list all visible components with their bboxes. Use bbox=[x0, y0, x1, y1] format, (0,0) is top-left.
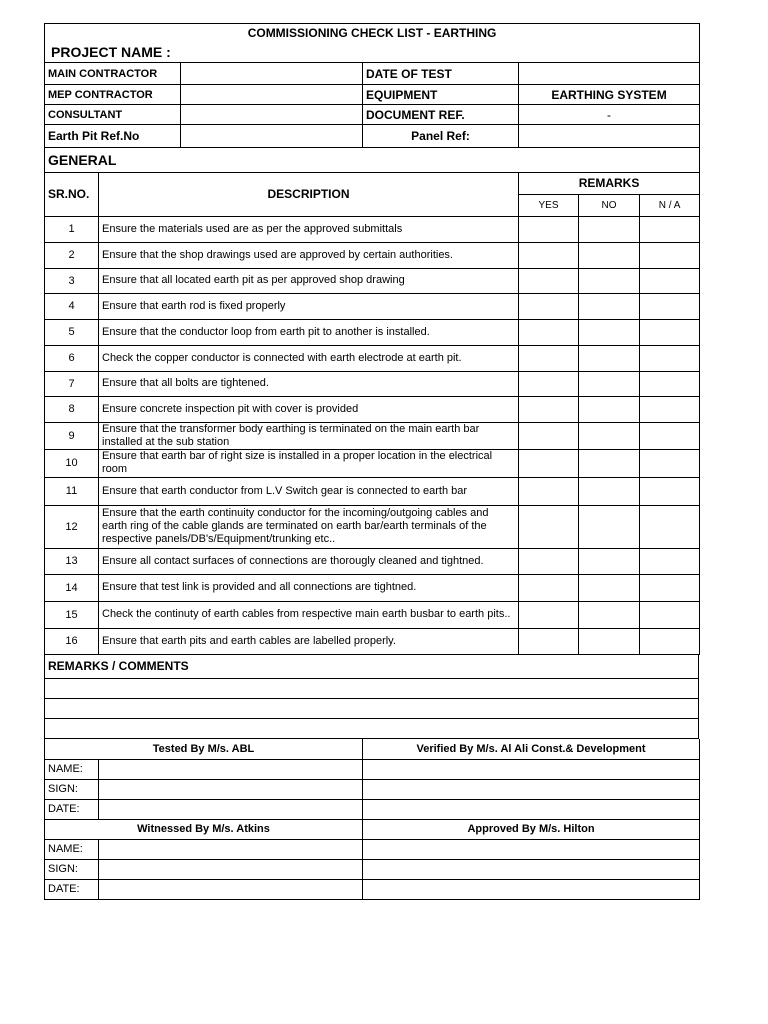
checklist-row bbox=[45, 242, 700, 268]
na-cell[interactable] bbox=[640, 574, 700, 601]
sign-label: SIGN: bbox=[45, 779, 99, 799]
yes-cell[interactable] bbox=[519, 548, 579, 574]
tested-date-field[interactable] bbox=[99, 799, 363, 819]
remarks-table bbox=[44, 655, 699, 740]
item-description: Ensure that earth rod is fixed properly bbox=[99, 293, 519, 319]
item-number: 7 bbox=[45, 371, 99, 396]
item-description: Ensure that all bolts are tightened. bbox=[99, 371, 519, 396]
witnessed-by-header: Witnessed By M/s. Atkins bbox=[45, 819, 363, 839]
no-cell[interactable] bbox=[579, 319, 640, 345]
yes-cell[interactable] bbox=[519, 628, 579, 654]
na-cell[interactable] bbox=[640, 505, 700, 548]
col-description-header: DESCRIPTION bbox=[99, 172, 519, 216]
yes-cell[interactable] bbox=[519, 477, 579, 505]
yes-cell[interactable] bbox=[519, 505, 579, 548]
no-cell[interactable] bbox=[579, 601, 640, 628]
no-cell[interactable] bbox=[579, 293, 640, 319]
date-of-test-field[interactable] bbox=[519, 63, 700, 85]
yes-cell[interactable] bbox=[519, 242, 579, 268]
na-cell[interactable] bbox=[640, 422, 700, 449]
item-description: Ensure that earth bar of right size is installed in a proper location in the electrical room bbox=[99, 449, 519, 477]
yes-cell[interactable] bbox=[519, 574, 579, 601]
remarks-section-title: REMARKS / COMMENTS bbox=[45, 655, 699, 679]
na-cell[interactable] bbox=[640, 216, 700, 242]
no-cell[interactable] bbox=[579, 268, 640, 293]
verified-name-field[interactable] bbox=[363, 759, 700, 779]
tested-by-header: Tested By M/s. ABL bbox=[45, 739, 363, 759]
item-description: Ensure concrete inspection pit with cover is provided bbox=[99, 396, 519, 422]
main-contractor-label: MAIN CONTRACTOR bbox=[45, 63, 181, 85]
na-cell[interactable] bbox=[640, 345, 700, 371]
checklist-sheet bbox=[44, 23, 699, 900]
item-description: Ensure that the shop drawings used are approved by certain authorities. bbox=[99, 242, 519, 268]
checklist-row bbox=[45, 268, 700, 293]
item-number: 13 bbox=[45, 548, 99, 574]
name-label: NAME: bbox=[45, 839, 99, 859]
no-cell[interactable] bbox=[579, 505, 640, 548]
approved-sign-field[interactable] bbox=[363, 859, 700, 879]
no-cell[interactable] bbox=[579, 216, 640, 242]
yes-cell[interactable] bbox=[519, 601, 579, 628]
remarks-line[interactable] bbox=[45, 719, 699, 739]
col-na-header: N / A bbox=[640, 194, 700, 216]
tested-name-field[interactable] bbox=[99, 759, 363, 779]
mep-contractor-field[interactable] bbox=[181, 85, 363, 105]
checklist-row bbox=[45, 396, 700, 422]
witnessed-date-field[interactable] bbox=[99, 879, 363, 899]
na-cell[interactable] bbox=[640, 601, 700, 628]
project-name-label: PROJECT NAME : bbox=[51, 44, 171, 60]
checklist-row bbox=[45, 371, 700, 396]
checklist-row bbox=[45, 293, 700, 319]
general-table bbox=[44, 148, 700, 655]
no-cell[interactable] bbox=[579, 628, 640, 654]
yes-cell[interactable] bbox=[519, 422, 579, 449]
no-cell[interactable] bbox=[579, 345, 640, 371]
checklist-row bbox=[45, 477, 700, 505]
yes-cell[interactable] bbox=[519, 345, 579, 371]
col-no-header: NO bbox=[579, 194, 640, 216]
checklist-row bbox=[45, 449, 700, 477]
item-number: 8 bbox=[45, 396, 99, 422]
item-description: Ensure that earth conductor from L.V Switch gear is connected to earth bar bbox=[99, 477, 519, 505]
yes-cell[interactable] bbox=[519, 268, 579, 293]
main-contractor-field[interactable] bbox=[181, 63, 363, 85]
consultant-field[interactable] bbox=[181, 105, 363, 125]
no-cell[interactable] bbox=[579, 242, 640, 268]
document-ref-label: DOCUMENT REF. bbox=[363, 105, 519, 125]
na-cell[interactable] bbox=[640, 293, 700, 319]
yes-cell[interactable] bbox=[519, 293, 579, 319]
page-title: COMMISSIONING CHECK LIST - EARTHING bbox=[247, 26, 497, 40]
no-cell[interactable] bbox=[579, 548, 640, 574]
no-cell[interactable] bbox=[579, 449, 640, 477]
remarks-line[interactable] bbox=[45, 699, 699, 719]
item-description: Ensure that the transformer body earthing is terminated on the main earth bar installed at the sub station bbox=[99, 422, 519, 449]
item-description: Ensure that the conductor loop from earth pit to another is installed. bbox=[99, 319, 519, 345]
date-label: DATE: bbox=[45, 799, 99, 819]
item-number: 10 bbox=[45, 449, 99, 477]
item-description: Check the copper conductor is connected with earth electrode at earth pit. bbox=[99, 345, 519, 371]
no-cell[interactable] bbox=[579, 422, 640, 449]
yes-cell[interactable] bbox=[519, 449, 579, 477]
col-yes-header: YES bbox=[519, 194, 579, 216]
no-cell[interactable] bbox=[579, 477, 640, 505]
item-number: 4 bbox=[45, 293, 99, 319]
approved-by-header: Approved By M/s. Hilton bbox=[363, 819, 700, 839]
item-number: 16 bbox=[45, 628, 99, 654]
checklist-row bbox=[45, 601, 700, 628]
yes-cell[interactable] bbox=[519, 216, 579, 242]
title-block bbox=[45, 24, 700, 63]
checklist-row bbox=[45, 505, 700, 548]
item-number: 9 bbox=[45, 422, 99, 449]
item-number: 15 bbox=[45, 601, 99, 628]
checklist-row bbox=[45, 345, 700, 371]
remarks-line[interactable] bbox=[45, 679, 699, 699]
item-number: 11 bbox=[45, 477, 99, 505]
item-number: 2 bbox=[45, 242, 99, 268]
item-description: Ensure that the earth continuity conductor for the incoming/outgoing cables and earth ring of the cable glands are terminated on earth bar/earth terminals of the respective panels/DB's/Equipment/trunking etc.. bbox=[99, 505, 519, 548]
checklist-row bbox=[45, 548, 700, 574]
approved-name-field[interactable] bbox=[363, 839, 700, 859]
item-description: Check the continuty of earth cables from respective main earth busbar to earth pits.. bbox=[99, 601, 519, 628]
na-cell[interactable] bbox=[640, 477, 700, 505]
na-cell[interactable] bbox=[640, 628, 700, 654]
no-cell[interactable] bbox=[579, 371, 640, 396]
checklist-row bbox=[45, 319, 700, 345]
item-number: 1 bbox=[45, 216, 99, 242]
witnessed-sign-field[interactable] bbox=[99, 859, 363, 879]
yes-cell[interactable] bbox=[519, 371, 579, 396]
verified-sign-field[interactable] bbox=[363, 779, 700, 799]
item-number: 3 bbox=[45, 268, 99, 293]
item-number: 5 bbox=[45, 319, 99, 345]
col-srno-header: SR.NO. bbox=[45, 172, 99, 216]
general-section-title: GENERAL bbox=[45, 148, 700, 172]
earth-pit-field[interactable] bbox=[181, 125, 363, 148]
item-number: 14 bbox=[45, 574, 99, 601]
checklist-row bbox=[45, 216, 700, 242]
col-remarks-header: REMARKS bbox=[519, 172, 700, 194]
na-cell[interactable] bbox=[640, 242, 700, 268]
document-ref-value: - bbox=[519, 105, 700, 125]
na-cell[interactable] bbox=[640, 396, 700, 422]
verified-date-field[interactable] bbox=[363, 799, 700, 819]
no-cell[interactable] bbox=[579, 574, 640, 601]
approved-date-field[interactable] bbox=[363, 879, 700, 899]
yes-cell[interactable] bbox=[519, 396, 579, 422]
witnessed-name-field[interactable] bbox=[99, 839, 363, 859]
item-number: 6 bbox=[45, 345, 99, 371]
consultant-label: CONSULTANT bbox=[45, 105, 181, 125]
info-table bbox=[44, 23, 700, 148]
date-of-test-label: DATE OF TEST bbox=[363, 63, 519, 85]
na-cell[interactable] bbox=[640, 268, 700, 293]
panel-ref-label: Panel Ref: bbox=[363, 125, 519, 148]
item-description: Ensure that earth pits and earth cables are labelled properly. bbox=[99, 628, 519, 654]
yes-cell[interactable] bbox=[519, 319, 579, 345]
item-number: 12 bbox=[45, 505, 99, 548]
na-cell[interactable] bbox=[640, 319, 700, 345]
na-cell[interactable] bbox=[640, 548, 700, 574]
item-description: Ensure that all located earth pit as per approved shop drawing bbox=[99, 268, 519, 293]
mep-contractor-label: MEP CONTRACTOR bbox=[45, 85, 181, 105]
equipment-label: EQUIPMENT bbox=[363, 85, 519, 105]
equipment-value: EARTHING SYSTEM bbox=[519, 85, 700, 105]
checklist-row bbox=[45, 574, 700, 601]
item-description: Ensure all contact surfaces of connections are thorougly cleaned and tightned. bbox=[99, 548, 519, 574]
item-description: Ensure that test link is provided and all connections are tightned. bbox=[99, 574, 519, 601]
checklist-row bbox=[45, 628, 700, 654]
na-cell[interactable] bbox=[640, 449, 700, 477]
na-cell[interactable] bbox=[640, 371, 700, 396]
earth-pit-label: Earth Pit Ref.No bbox=[45, 125, 181, 148]
signoff-table bbox=[44, 739, 700, 900]
tested-sign-field[interactable] bbox=[99, 779, 363, 799]
no-cell[interactable] bbox=[579, 396, 640, 422]
item-description: Ensure the materials used are as per the approved submittals bbox=[99, 216, 519, 242]
checklist-row bbox=[45, 422, 700, 449]
verified-by-header: Verified By M/s. Al Ali Const.& Development bbox=[363, 739, 700, 759]
date-label: DATE: bbox=[45, 879, 99, 899]
name-label: NAME: bbox=[45, 759, 99, 779]
panel-ref-field[interactable] bbox=[519, 125, 700, 148]
sign-label: SIGN: bbox=[45, 859, 99, 879]
